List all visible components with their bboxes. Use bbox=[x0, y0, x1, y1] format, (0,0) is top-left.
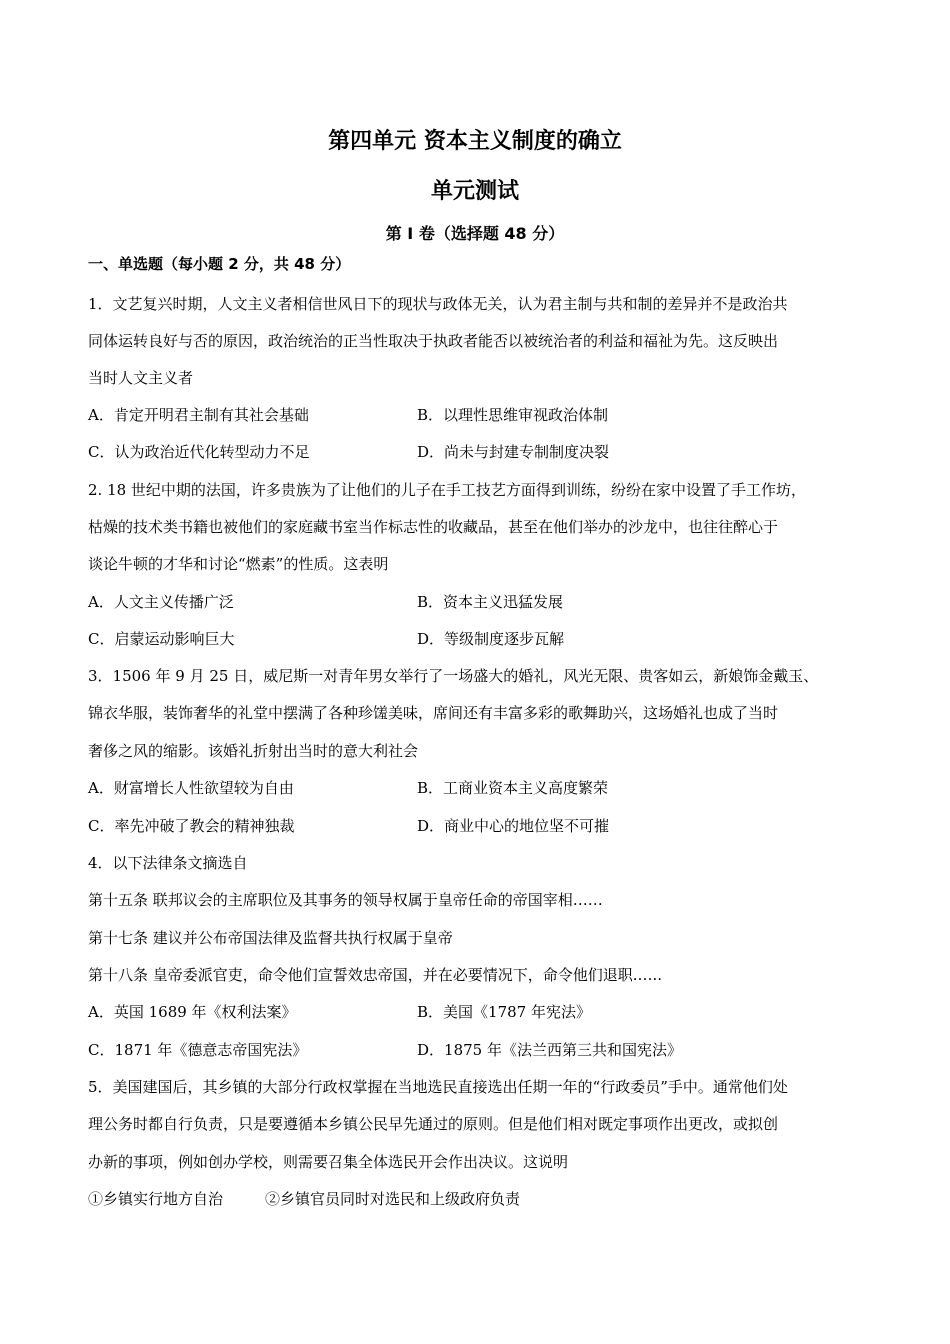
question-3-line-3: 奢侈之风的缩影。该婚礼折射出当时的意大利社会 bbox=[88, 742, 419, 760]
question-2-option-b: B．资本主义迅猛发展 bbox=[417, 593, 564, 611]
question-3-option-c: C．率先冲破了教会的精神独裁 bbox=[88, 817, 295, 835]
question-3-option-d: D．商业中心的地位坚不可摧 bbox=[417, 817, 610, 835]
question-4-line-4: 第十八条 皇帝委派官吏，命令他们宣誓效忠帝国，并在必要情况下，命令他们退职.….. bbox=[88, 966, 663, 984]
question-4-line-2: 第十五条 联邦议会的主席职位及其事务的领导权属于皇帝任命的帝国宰相…… bbox=[88, 891, 603, 909]
question-2-option-a: A．人文主义传播广泛 bbox=[88, 593, 234, 611]
question-5-line-3: 办新的事项，例如创办学校，则需要召集全体选民开会作出决议。这说明 bbox=[88, 1153, 569, 1171]
part-heading: 第 I 卷（选择题 48 分） bbox=[385, 224, 565, 243]
question-3-line-2: 锦衣华服，装饰奢华的礼堂中摆满了各种珍馐美味，席间还有丰富多彩的歌舞助兴，这场婚礼也成了当时 bbox=[88, 704, 779, 722]
question-1-line-2: 同体运转良好与否的原因，政治统治的正当性取决于执政者能否以被统治者的利益和福祉为先。这反映出 bbox=[88, 332, 779, 350]
question-5-line-1: 5．美国建国后，其乡镇的大部分行政权掌握在当地选民直接选出任期一年的“行政委员”手中。通常他们处 bbox=[88, 1078, 788, 1096]
section-heading: 一、单选题（每小题 2 分，共 48 分） bbox=[88, 255, 351, 273]
question-4-line-3: 第十七条 建议并公布帝国法律及监督共执行权属于皇帝 bbox=[88, 929, 453, 947]
question-2-option-d: D．等级制度逐步瓦解 bbox=[417, 630, 565, 648]
question-2-line-1: 2. 18 世纪中期的法国，许多贵族为了让他们的儿子在手工技艺方面得到训练，纷纷在家中设置了手工作坊， bbox=[88, 481, 806, 499]
question-3-option-b: B．工商业资本主义高度繁荣 bbox=[417, 779, 609, 797]
question-2-line-3: 谈论牛顿的才华和讨论“燃素”的性质。这表明 bbox=[88, 555, 389, 573]
question-4-option-c: C．1871 年《德意志帝国宪法》 bbox=[88, 1041, 308, 1059]
question-3-line-1: 3．1506 年 9 月 25 日，威尼斯一对青年男女举行了一场盛大的婚礼，风光无限、贵客如云，新娘饰金戴玉、 bbox=[88, 667, 819, 685]
question-1-option-b: B．以理性思维审视政治体制 bbox=[417, 406, 609, 424]
question-4-option-d: D．1875 年《法兰西第三共和国宪法》 bbox=[417, 1041, 682, 1059]
question-4-line-1: 4．以下法律条文摘选自 bbox=[88, 854, 248, 872]
question-1-line-3: 当时人文主义者 bbox=[88, 369, 194, 387]
question-1-option-c: C．认为政治近代化转型动力不足 bbox=[88, 443, 310, 461]
question-4-option-a: A．英国 1689 年《权利法案》 bbox=[88, 1003, 297, 1021]
unit-title: 第四单元 资本主义制度的确立 bbox=[328, 129, 622, 154]
question-5-statement-2: ②乡镇官员同时对选民和上级政府负责 bbox=[265, 1190, 521, 1208]
question-5-statement-1: ①乡镇实行地方自治 bbox=[88, 1190, 224, 1208]
question-5-line-2: 理公务时都自行负责，只是要遵循本乡镇公民早先通过的原则。但是他们相对既定事项作出更改，或拟创 bbox=[88, 1115, 779, 1133]
question-2-line-2: 枯燥的技术类书籍也被他们的家庭藏书室当作标志性的收藏品，甚至在他们举办的沙龙中，也往往醉心于 bbox=[88, 518, 779, 536]
question-1-option-a: A．肯定开明君主制有其社会基础 bbox=[88, 406, 309, 424]
question-3-option-a: A．财富增长人性欲望较为自由 bbox=[88, 779, 294, 797]
question-4-option-b: B．美国《1787 年宪法》 bbox=[417, 1003, 591, 1021]
question-2-option-c: C．启蒙运动影响巨大 bbox=[88, 630, 235, 648]
test-subtitle: 单元测试 bbox=[430, 179, 519, 204]
question-1-option-d: D．尚未与封建专制制度决裂 bbox=[417, 443, 610, 461]
question-1-line-1: 1．文艺复兴时期，人文主义者相信世风日下的现状与政体无关，认为君主制与共和制的差异并不是政治共 bbox=[88, 295, 788, 313]
